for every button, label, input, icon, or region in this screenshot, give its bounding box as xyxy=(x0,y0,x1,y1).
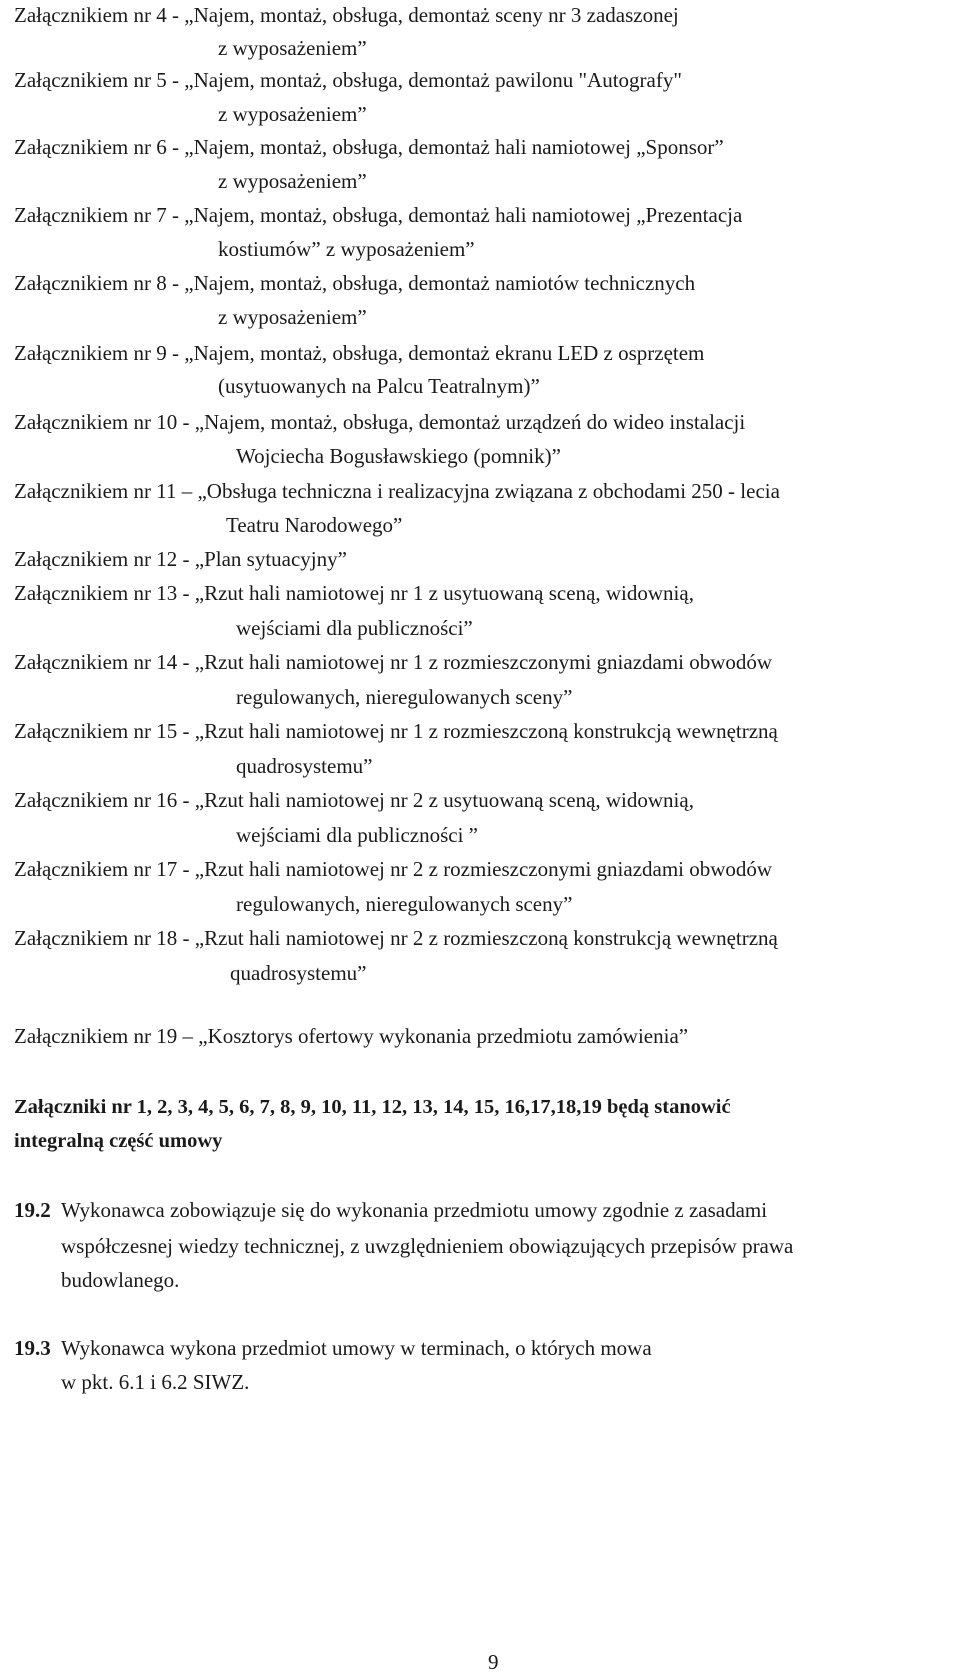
attachment-15-line1: Załącznikiem nr 15 - „Rzut hali namiotowej nr 1 z rozmieszczoną konstrukcją wewnętrzną xyxy=(14,719,778,743)
section-19-3-line1: Wykonawca wykona przedmiot umowy w terminach, o których mowa xyxy=(61,1336,652,1360)
integral-statement-line1: Załączniki nr 1, 2, 3, 4, 5, 6, 7, 8, 9, 10, 11, 12, 13, 14, 15, 16,17,18,19 będą stanowić xyxy=(14,1096,731,1118)
attachment-18-line2: quadrosystemu” xyxy=(230,961,367,985)
section-19-2-number: 19.2 xyxy=(14,1198,51,1222)
attachment-13-line2: wejściami dla publiczności” xyxy=(236,616,473,640)
attachment-9-line2: (usytuowanych na Palcu Teatralnym)” xyxy=(218,374,540,398)
attachment-11-line1: Załącznikiem nr 11 – „Obsługa techniczna i realizacyjna związana z obchodami 250 - lecia xyxy=(14,479,780,503)
attachment-6-line1: Załącznikiem nr 6 - „Najem, montaż, obsługa, demontaż hali namiotowej „Sponsor” xyxy=(14,135,724,159)
attachment-18-line1: Załącznikiem nr 18 - „Rzut hali namiotowej nr 2 z rozmieszczoną konstrukcją wewnętrzną xyxy=(14,926,778,950)
attachment-8-line2: z wyposażeniem” xyxy=(218,305,367,329)
attachment-17-line2: regulowanych, nieregulowanych sceny” xyxy=(236,892,573,916)
attachment-14-line2: regulowanych, nieregulowanych sceny” xyxy=(236,685,573,709)
section-19-3-number: 19.3 xyxy=(14,1336,51,1360)
section-19-2-line3: budowlanego. xyxy=(61,1268,180,1292)
attachment-15-line2: quadrosystemu” xyxy=(236,754,373,778)
attachment-6-line2: z wyposażeniem” xyxy=(218,169,367,193)
attachment-16-line2: wejściami dla publiczności ” xyxy=(236,823,479,847)
attachment-4-line1: Załącznikiem nr 4 - „Najem, montaż, obsługa, demontaż sceny nr 3 zadaszonej xyxy=(14,3,679,27)
attachment-7-line2: kostiumów” z wyposażeniem” xyxy=(218,237,475,261)
section-19-3-line2: w pkt. 6.1 i 6.2 SIWZ. xyxy=(61,1370,250,1394)
attachment-9-line1: Załącznikiem nr 9 - „Najem, montaż, obsługa, demontaż ekranu LED z osprzętem xyxy=(14,341,705,365)
attachment-10-line2: Wojciecha Bogusławskiego (pomnik)” xyxy=(236,444,561,468)
attachment-16-line1: Załącznikiem nr 16 - „Rzut hali namiotowej nr 2 z usytuowaną sceną, widownią, xyxy=(14,788,694,812)
attachment-19-line1: Załącznikiem nr 19 – „Kosztorys ofertowy wykonania przedmiotu zamówienia” xyxy=(14,1024,689,1048)
attachment-13-line1: Załącznikiem nr 13 - „Rzut hali namiotowej nr 1 z usytuowaną sceną, widownią, xyxy=(14,581,694,605)
attachment-11-line2: Teatru Narodowego” xyxy=(226,513,403,537)
page-number: 9 xyxy=(488,1650,499,1674)
integral-statement-line2: integralną część umowy xyxy=(14,1130,223,1152)
attachment-4-line2: z wyposażeniem” xyxy=(218,36,367,60)
attachment-10-line1: Załącznikiem nr 10 - „Najem, montaż, obsługa, demontaż urządzeń do wideo instalacji xyxy=(14,410,746,434)
section-19-2-line1: Wykonawca zobowiązuje się do wykonania przedmiotu umowy zgodnie z zasadami xyxy=(61,1198,768,1222)
attachment-5-line2: z wyposażeniem” xyxy=(218,102,367,126)
attachment-7-line1: Załącznikiem nr 7 - „Najem, montaż, obsługa, demontaż hali namiotowej „Prezentacja xyxy=(14,203,743,227)
attachment-17-line1: Załącznikiem nr 17 - „Rzut hali namiotowej nr 2 z rozmieszczonymi gniazdami obwodów xyxy=(14,857,773,881)
attachment-12-line1: Załącznikiem nr 12 - „Plan sytuacyjny” xyxy=(14,547,347,571)
attachment-5-line1: Załącznikiem nr 5 - „Najem, montaż, obsługa, demontaż pawilonu "Autografy" xyxy=(14,68,682,92)
section-19-2-line2: współczesnej wiedzy technicznej, z uwzględnieniem obowiązujących przepisów prawa xyxy=(61,1234,794,1258)
attachment-8-line1: Załącznikiem nr 8 - „Najem, montaż, obsługa, demontaż namiotów technicznych xyxy=(14,271,696,295)
attachment-14-line1: Załącznikiem nr 14 - „Rzut hali namiotowej nr 1 z rozmieszczonymi gniazdami obwodów xyxy=(14,650,773,674)
